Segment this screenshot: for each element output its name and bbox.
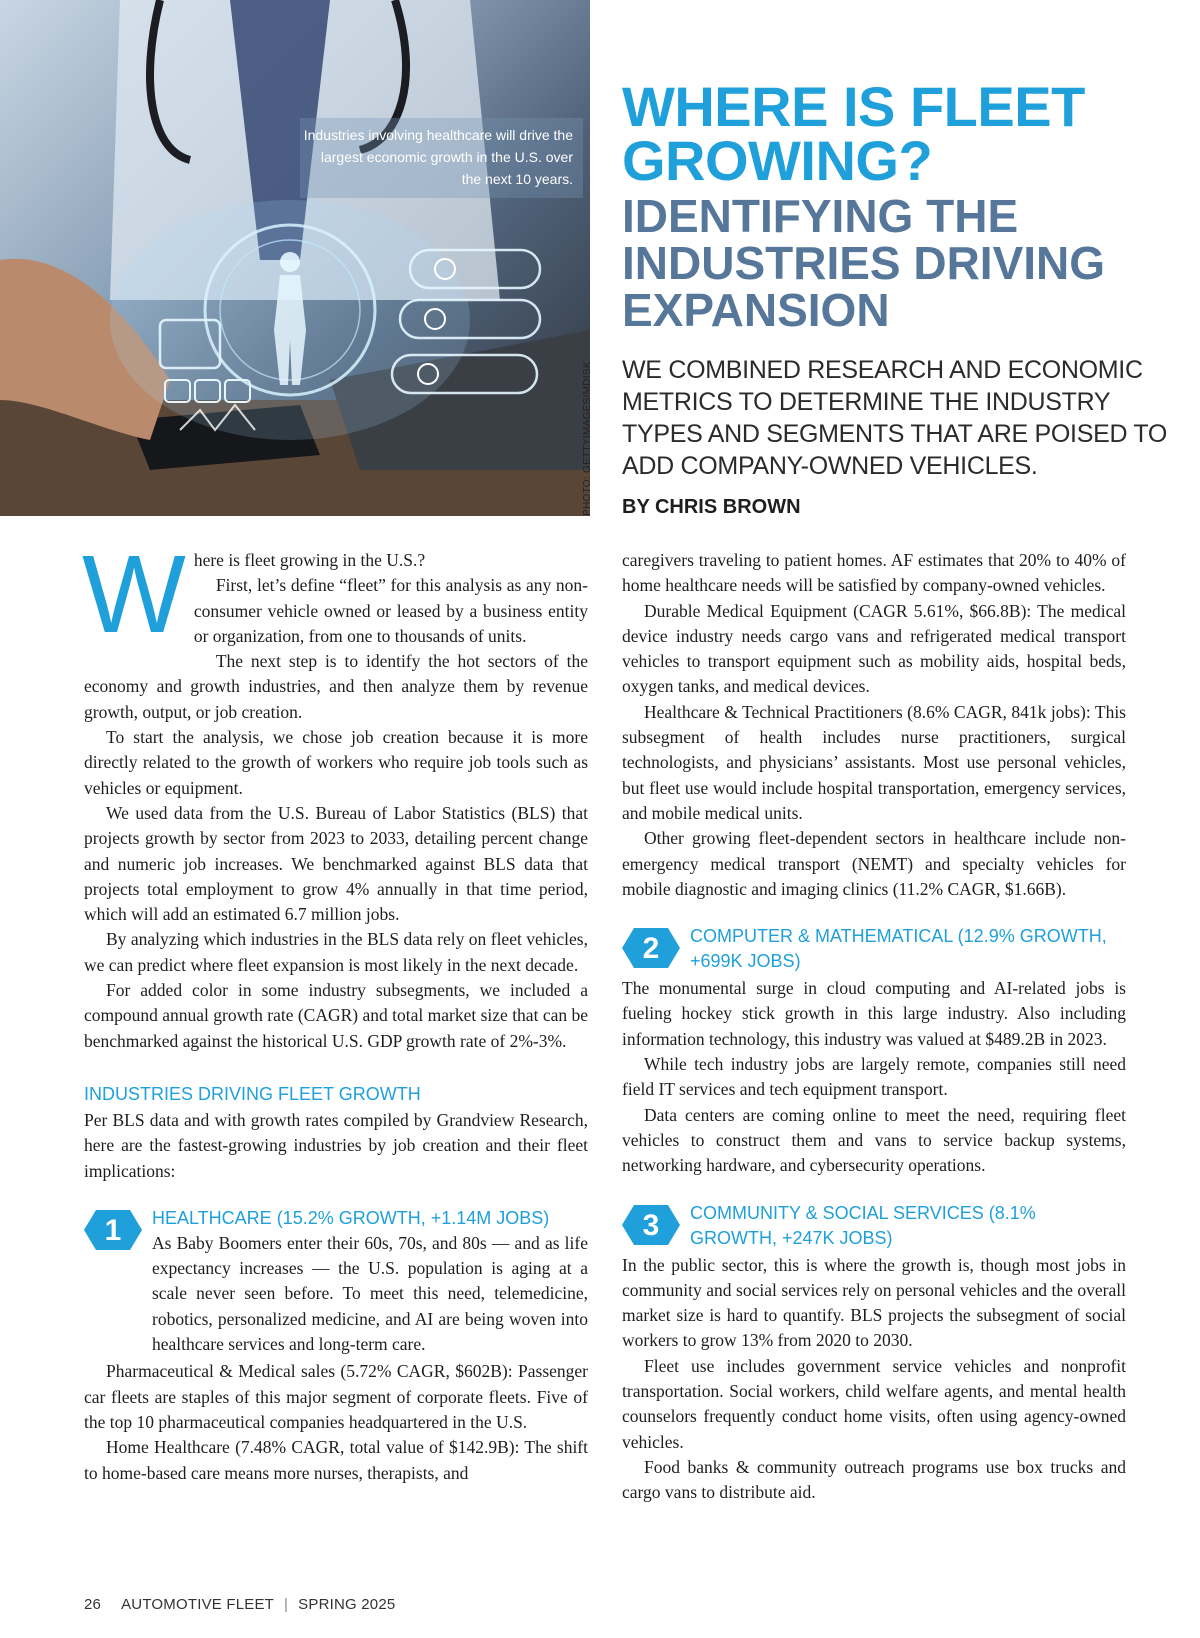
photo-caption: Industries involving healthcare will drive the largest economic growth in the U.S. over the next 10 years. bbox=[300, 118, 583, 198]
byline: BY CHRIS BROWN bbox=[622, 496, 801, 518]
hero-illustration bbox=[0, 0, 590, 516]
body-paragraph: Durable Medical Equipment (CAGR 5.61%, $66.8B): The medical device industry needs cargo vans and refrigerated medical transport vehicles to transport equipment such as mobility aids, hospital beds, oxygen tanks, and medical devices. bbox=[622, 600, 1126, 697]
hexagon-badge-3 bbox=[622, 1205, 680, 1245]
body-paragraph: By analyzing which industries in the BLS data rely on fleet vehicles, we can predict where fleet expansion is most likely in the next decade. bbox=[84, 929, 588, 975]
body-paragraph: Fleet use includes government service vehicles and nonprofit transportation. Social workers, child welfare agents, and mental health counselors frequently conduct home visits, often using agency-owned vehicles. bbox=[622, 1355, 1126, 1452]
section-3-header bbox=[622, 1201, 1126, 1251]
body-paragraph: Healthcare & Technical Practitioners (8.6% CAGR, 841k jobs): This subsegment of health includes nurse practitioners, surgical technologists, and physicians’ assistants. Most use personal vehicles, but fleet use would include hospital transportation, emergency services, and mobile medical units. bbox=[622, 701, 1126, 823]
body-paragraph: Data centers are coming online to meet the need, requiring fleet vehicles to construct them and vans to service backup systems, networking hardware, and cybersecurity operations. bbox=[622, 1104, 1126, 1176]
hexagon-badge-1 bbox=[84, 1210, 142, 1250]
left-column bbox=[82, 533, 588, 1486]
body-paragraph: For added color in some industry subsegments, we included a compound annual growth rate (CAGR) and total market size that can be benchmarked against the historical U.S. GDP growth rate of 2%-3%. bbox=[84, 980, 588, 1051]
section-title-computer: COMPUTER & MATHEMATICAL (12.9% GROWTH, +699K JOBS) bbox=[690, 926, 1107, 972]
section-number: 3 bbox=[642, 1208, 660, 1242]
intro-first-line: here is fleet growing in the U.S.? bbox=[193, 550, 426, 570]
section-number: 2 bbox=[642, 932, 660, 966]
body-paragraph: The monumental surge in cloud computing and AI-related jobs is fueling hockey stick growth in this large industry. Also including information technology, this industry was valued at $489.2B in 2023. bbox=[622, 978, 1126, 1049]
article-deck: WE COMBINED RESEARCH AND ECONOMIC METRICS TO DETERMINE THE INDUSTRY TYPES AND SEGMENTS THAT ARE POISED TO ADD COMPANY-OWNED VEHICLES. bbox=[622, 356, 1168, 480]
footer-separator: | bbox=[284, 1596, 289, 1613]
section-title-healthcare: HEALTHCARE (15.2% GROWTH, +1.14M JOBS) bbox=[152, 1207, 550, 1228]
section-title-community: COMMUNITY & SOCIAL SERVICES (8.1% GROWTH, +247K JOBS) bbox=[690, 1202, 1036, 1248]
article-subtitle: IDENTIFYING THE INDUSTRIES DRIVING EXPANSION bbox=[622, 190, 1106, 336]
hero-photo bbox=[0, 0, 590, 516]
body-paragraph: While tech industry jobs are largely remote, companies still need field IT services and tech equipment transport. bbox=[622, 1054, 1126, 1100]
page-number: 26 bbox=[84, 1596, 102, 1613]
body-paragraph: As Baby Boomers enter their 60s, 70s, and 80s — and as life expectancy increases — the U.S. population is aging at a scale never seen before. To meet this need, telemedicine, robotics, personalized medicine, and AI are being woven into healthcare services and long-term care. bbox=[152, 1232, 588, 1355]
section-2-header bbox=[622, 924, 1126, 974]
dropcap: W bbox=[82, 533, 186, 656]
body-paragraph: Pharmaceutical & Medical sales (5.72% CAGR, $602B): Passenger car fleets are staples of this major segment of corporate fleets. Five of the top 10 pharmaceutical companies headquartered in the U.S. bbox=[84, 1361, 588, 1432]
body-paragraph: We used data from the U.S. Bureau of Labor Statistics (BLS) that projects growth by sector from 2023 to 2033, detailing percent change and numeric job increases. We benchmarked against BLS data that projects total employment to grow 4% annually in that time period, which will add an estimated 6.7 million jobs. bbox=[84, 802, 588, 925]
section-1-header bbox=[84, 1206, 588, 1357]
body-paragraph: First, let’s define “fleet” for this analysis as any non-consumer vehicle owned or leased by a business entity or organization, from one to thousands of units. bbox=[193, 575, 588, 646]
body-paragraph: Food banks & community outreach programs use box trucks and cargo vans to distribute aid. bbox=[622, 1456, 1126, 1503]
page-footer bbox=[84, 1596, 395, 1613]
right-column bbox=[622, 548, 1126, 1506]
article-title: WHERE IS FLEET GROWING? bbox=[622, 75, 1085, 192]
issue-name: SPRING 2025 bbox=[298, 1596, 396, 1613]
section-number: 1 bbox=[104, 1213, 122, 1247]
body-paragraph: Per BLS data and with growth rates compiled by Grandview Research, here are the fastest-growing industries by job creation and their fleet implications: bbox=[84, 1109, 588, 1181]
body-paragraph: caregivers traveling to patient homes. AF estimates that 20% to 40% of home healthcare needs will be satisfied by company-owned vehicles. bbox=[622, 550, 1126, 596]
body-paragraph: Home Healthcare (7.48% CAGR, total value of $142.9B): The shift to home-based care means more nurses, therapists, and bbox=[84, 1437, 588, 1483]
body-paragraph: To start the analysis, we chose job creation because it is more directly related to the growth of workers who require job tools such as vehicles or equipment. bbox=[84, 727, 588, 798]
hexagon-badge-2 bbox=[622, 928, 680, 968]
section-subhead: INDUSTRIES DRIVING FLEET GROWTH bbox=[84, 1083, 421, 1104]
photo-credit: PHOTO: GETTYIMAGES/MDISK bbox=[582, 361, 593, 516]
section-body-1 bbox=[152, 1206, 588, 1357]
body-paragraph: The next step is to identify the hot sectors of the economy and growth industries, and then analyze them by revenue growth, output, or job creation. bbox=[84, 651, 588, 722]
body-paragraph: Other growing fleet-dependent sectors in healthcare include non-emergency medical transport (NEMT) and specialty vehicles for mobile diagnostic and imaging clinics (11.2% CAGR, $1.66B). bbox=[622, 828, 1126, 899]
body-paragraph: In the public sector, this is where the growth is, though most jobs in community and social services rely on personal vehicles and the overall market size is hard to quantify. BLS projects the subsegment of social workers to grow 13% from 2020 to 2030. bbox=[622, 1254, 1126, 1351]
publication-name: AUTOMOTIVE FLEET bbox=[121, 1596, 275, 1613]
